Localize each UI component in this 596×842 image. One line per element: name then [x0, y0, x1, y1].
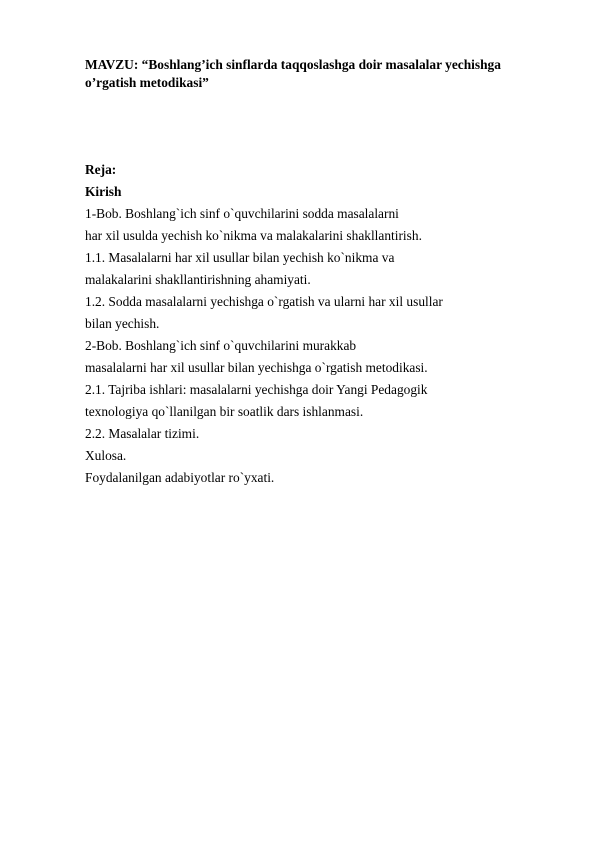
- plan-line: malakalarini shakllantirishning ahamiyati.: [85, 272, 311, 287]
- plan-line: 2.1. Tajriba ishlari: masalalarni yechishga doir Yangi Pedagogik: [85, 382, 428, 397]
- plan-line: texnologiya qo`llanilgan bir soatlik dars ishlanmasi.: [85, 404, 364, 419]
- plan-line: bilan yechish.: [85, 316, 160, 331]
- title-line-1: MAVZU: “Boshlang’ich sinflarda taqqoslashga doir masalalar yechishga: [85, 57, 501, 72]
- plan-line: 2-Bob. Boshlang`ich sinf o`quvchilarini murakkab: [85, 338, 357, 353]
- title-line-2: o’rgatish metodikasi”: [85, 75, 209, 90]
- plan-section: [85, 159, 555, 489]
- plan-line: 1.2. Sodda masalalarni yechishga o`rgatish va ularni har xil usullar: [85, 294, 443, 309]
- plan-line: 2.2. Masalalar tizimi.: [85, 426, 200, 441]
- plan-line: masalalarni har xil usullar bilan yechishga o`rgatish metodikasi.: [85, 360, 428, 375]
- plan-line: har xil usulda yechish ko`nikma va malakalarini shakllantirish.: [85, 228, 422, 243]
- plan-heading: Reja:: [85, 162, 117, 177]
- plan-line: Xulosa.: [85, 448, 127, 463]
- plan-line: 1.1. Masalalarni har xil usullar bilan yechish ko`nikma va: [85, 250, 395, 265]
- plan-line: 1-Bob. Boshlang`ich sinf o`quvchilarini sodda masalalarni: [85, 206, 399, 221]
- intro-heading: Kirish: [85, 184, 122, 199]
- plan-line: Foydalanilgan adabiyotlar ro`yxati.: [85, 470, 275, 485]
- document-title: [85, 56, 555, 92]
